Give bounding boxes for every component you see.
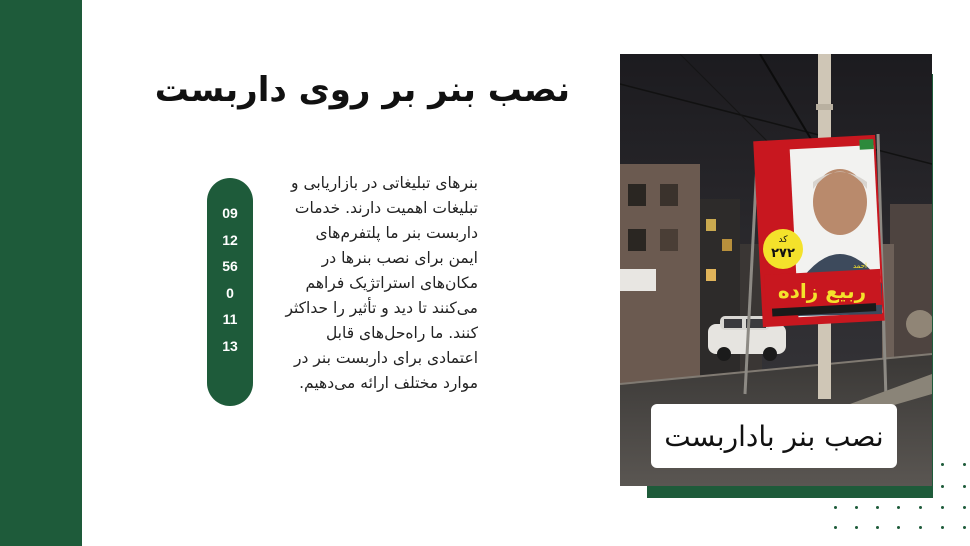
- decorative-dot: [941, 485, 944, 488]
- banner-last-name: ربیع زاده: [777, 279, 867, 303]
- number-item: 56: [222, 258, 238, 274]
- decorative-dot: [919, 526, 922, 529]
- decorative-dot: [897, 506, 900, 509]
- decorative-dot: [834, 526, 837, 529]
- banner-first-name: احمد: [853, 262, 867, 270]
- phone-number-pill: [207, 178, 253, 406]
- decorative-dot: [963, 463, 966, 466]
- number-item: 0: [226, 284, 234, 301]
- slide-title: نصب بنر بر روی داربست: [154, 70, 570, 110]
- banner-code-label: کد: [778, 235, 788, 245]
- photo-caption: نصب بنر باداربست: [651, 404, 897, 468]
- decorative-dot: [834, 506, 837, 509]
- decorative-dot: [941, 506, 944, 509]
- decorative-dot: [876, 526, 879, 529]
- decorative-dot: [876, 506, 879, 509]
- decorative-dot: [855, 506, 858, 509]
- number-item: 12: [222, 231, 238, 248]
- decorative-dot: [897, 526, 900, 529]
- number-item: 11: [222, 311, 238, 327]
- banner-code-number: ۲۷۲: [771, 246, 795, 261]
- number-item: 13: [222, 337, 238, 354]
- decorative-dot: [941, 526, 944, 529]
- decorative-dot: [919, 506, 922, 509]
- decorative-dot: [855, 526, 858, 529]
- body-paragraph: بنرهای تبلیغاتی در بازاریابی و تبلیغات اهمیت دارند. خدمات داربست بنر ما پلتفرم‌های ایمن برای نصب بنرها در مکان‌های استراتژیک فراهم می‌کنند تا دید و تأثیر را حداکثر کنند. ما راه‌حل‌های قابل اعتمادی برای داربست بنر در موارد مختلف ارائه می‌دهیم.: [285, 174, 478, 392]
- decorative-dot: [963, 485, 966, 488]
- decorative-dot: [963, 506, 966, 509]
- decorative-dot: [963, 526, 966, 529]
- left-accent-band: [0, 0, 82, 546]
- number-item: 09: [222, 205, 238, 221]
- decorative-dot: [941, 463, 944, 466]
